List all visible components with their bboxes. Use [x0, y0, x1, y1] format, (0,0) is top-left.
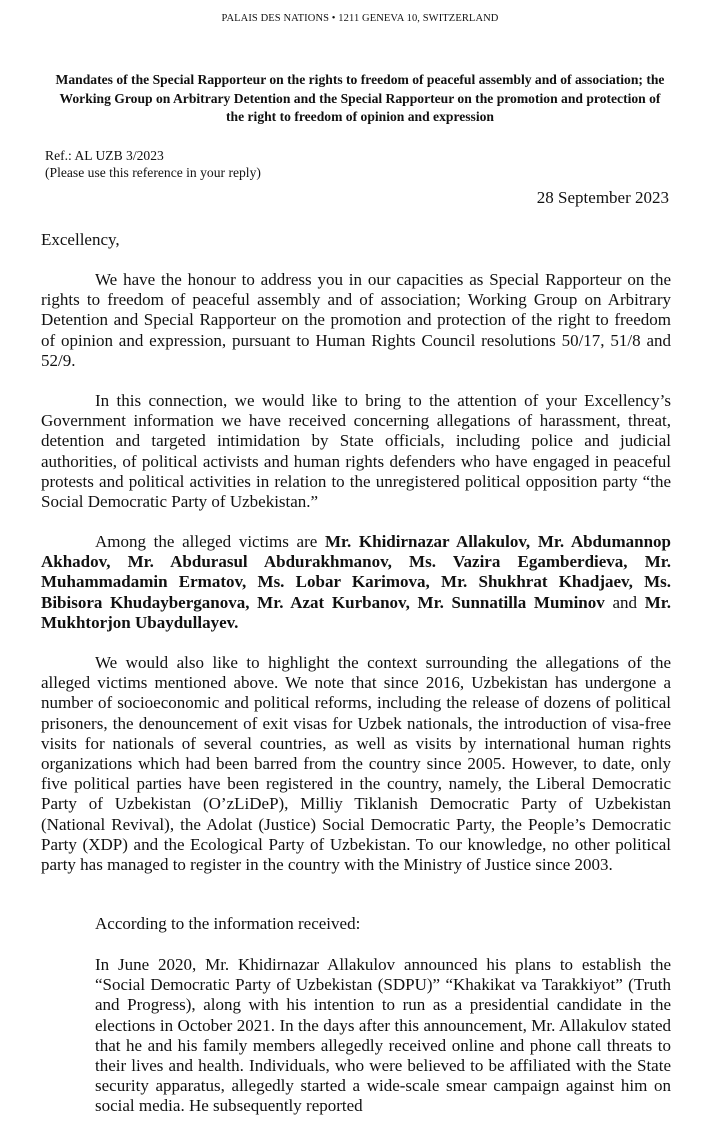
reference-block: [45, 148, 261, 181]
victims-names: Mr. Khidirnazar Allakulov, Mr. Abdumannop Akhadov, Mr. Abdurasul Abdurakhmanov, Ms. Vazira Egamberdieva, Mr. Muhammadamin Ermatov, Ms. Lobar Karimova, Mr. Shukhrat Khadjaev, Ms. Bibisora Khudayberganova, Mr. Azat Kurbanov, Mr. Sunnatilla Muminov: [41, 532, 671, 612]
paragraph-victims: [41, 532, 671, 633]
header-address: PALAIS DES NATIONS • 1211 GENEVA 10, SWITZERLAND: [221, 13, 499, 24]
reference-note: (Please use this reference in your reply): [45, 164, 261, 180]
victims-intro: Among the alleged victims are: [95, 532, 325, 551]
victims-and: and: [604, 592, 645, 612]
paragraph-allegations: [95, 955, 671, 1117]
paragraph-context-text: We would also like to highlight the context surrounding the allegations of the alleged victims mentioned above. We note that since 2016, Uzbekistan has undergone a number of socioeconomic and political reforms, including the release of dozens of political prisoners, the denouncement of exit visas for Uzbek nationals, the introduction of visa-free visits for nationals of several countries, as well as visits by international human rights organizations which had been barred from the country since 2005. However, to date, only five political parties have been registered in the country, namely, the Liberal Democratic Party of Uzbekistan (O’zLiDeP), Milliy Tiklanish Democratic Party of Uzbekistan (National Revival), the Adolat (Justice) Social Democratic Party, the People’s Democratic Party (XDP) and the Ecological Party of Uzbekistan. To our knowledge, no other political party has managed to register in the country with the Ministry of Justice since 2003.: [41, 653, 671, 875]
victims-last-name: Mr. Mukhtorjon Ubaydullayev.: [41, 592, 671, 632]
paragraph-capacities-text: We have the honour to address you in our capacities as Special Rapporteur on the rights to freedom of peaceful assembly and of association; Working Group on Arbitrary Detention and Special Rapporteur on the promotion and protection of the right to freedom of opinion and expression, pursuant to Human Rights Council resolutions 50/17, 51/8 and 52/9.: [41, 270, 671, 370]
paragraph-connection: [41, 391, 671, 512]
reference-number: Ref.: AL UZB 3/2023: [45, 148, 164, 163]
paragraph-context: [41, 653, 671, 875]
paragraph-capacities: [41, 270, 671, 371]
letter-date: 28 September 2023: [536, 188, 669, 207]
paragraph-connection-text: In this connection, we would like to bring to the attention of your Excellency’s Government information we have received concerning allegations of harassment, threat, detention and targeted intimidation by State officials, including police and judicial authorities, of political activists and human rights defenders who have engaged in peaceful protests and political activities in relation to the unregistered political opposition party “the Social Democratic Party of Uzbekistan.”: [41, 391, 671, 512]
salutation: Excellency,: [41, 230, 120, 249]
according-heading: According to the information received:: [95, 914, 361, 933]
paragraph-allegations-text: In June 2020, Mr. Khidirnazar Allakulov announced his plans to establish the “Social Democratic Party of Uzbekistan (SDPU)” “Khakikat va Tarakkiyot” (Truth and Progress), along with his intention to run as a presidential candidate in the elections in October 2021. In the days after this announcement, Mr. Allakulov stated that he and his family members allegedly received online and phone call threats to their lives and health. Individuals, who were believed to be affiliated with the State security apparatus, allegedly started a wide-scale smear campaign against him on social media. He subsequently reported: [95, 955, 671, 1116]
mandates-heading: Mandates of the Special Rapporteur on the rights to freedom of peaceful assembly and of association; the Working Group on Arbitrary Detention and the Special Rapporteur on the promotion and protection of the right to freedom of opinion and expression: [55, 72, 665, 124]
